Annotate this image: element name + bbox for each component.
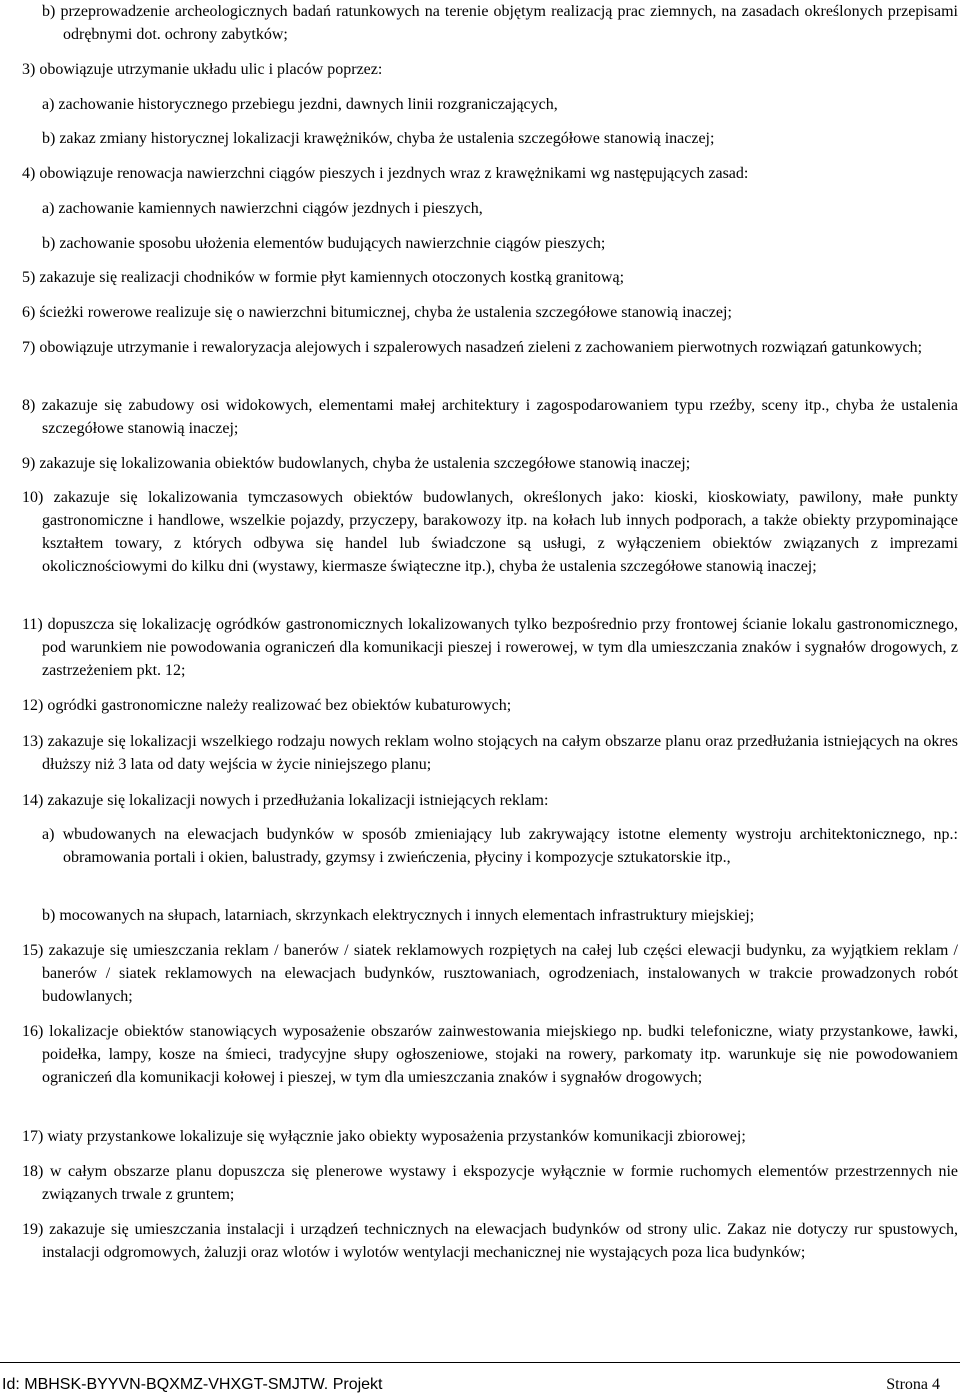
paragraph-6: 6) ścieżki rowerowe realizuje się o nawierzchni bitumicznej, chyba że ustalenia szczegółowe stanowią inaczej; [22,304,732,321]
paragraph-4: 4) obowiązuje renowacja nawierzchni ciągów pieszych i jezdnych wraz z krawężnikami wg następujących zasad: [22,165,749,182]
paragraph-4a: a) zachowanie kamiennych nawierzchni ciągów jezdnych i pieszych, [42,200,483,217]
paragraph-14: 14) zakazuje się lokalizacji nowych i przedłużania lokalizacji istniejących reklam: [22,792,549,809]
paragraph-14a: a) wbudowanych na elewacjach budynków w sposób zmieniający lub zakrywający istotne elementy wystroju architektonicznego, np.: obramowania portali i okien, balustrady, gzymsy i zwieńczenia, płyciny i kompozycje sztukatorskie itp., [42,826,958,866]
paragraph-16: 16) lokalizacje obiektów stanowiących wyposażenie obszarów zainwestowania miejskiego np. budki telefoniczne, wiaty przystankowe, ławki, poidełka, lampy, kosze na śmieci, tradycyjne słupy ogłoszeniowe, stojaki na rowery, parkomaty itp. warunkuje się nie powodowaniem ograniczeń dla komunikacji kołowej i pieszej, w tym dla umieszczania znaków i sygnałów drogowych; [22,1023,958,1086]
paragraph-19: 19) zakazuje się umieszczania instalacji i urządzeń technicznych na elewacjach budynków od strony ulic. Zakaz nie dotyczy rur spustowych, instalacji odgromowych, żaluzji oraz wlotów i wylotów wentylacji mechanicznej nie wystających poza lica budynków; [22,1221,958,1261]
paragraph-7: 7) obowiązuje utrzymanie i rewaloryzacja alejowych i szpalerowych nasadzeń zieleni z zachowaniem pierwotnych rozwiązań gatunkowych; [22,339,923,356]
page-footer [0,1362,960,1393]
paragraph-13: 13) zakazuje się lokalizacji wszelkiego rodzaju nowych reklam wolno stojących na całym obszarze planu oraz przedłużania istniejących na okres dłuższy niż 3 lata od daty wejścia w życie niniejszego planu; [22,733,958,773]
paragraph-18: 18) w całym obszarze planu dopuszcza się plenerowe wystawy i ekspozycje wyłącznie w formie ruchomych elementów przestrzennych nie związanych trwale z gruntem; [22,1163,958,1203]
page-number: Strona 4 [886,1376,940,1393]
paragraph-3a: a) zachowanie historycznego przebiegu jezdni, dawnych linii rozgraniczających, [42,96,558,113]
paragraph-b-archeology: b) przeprowadzenie archeologicznych badań ratunkowych na terenie objętym realizacją prac ziemnych, na zasadach określonych przepisami odrębnymi dot. ochrony zabytków; [42,3,958,43]
paragraph-9: 9) zakazuje się lokalizowania obiektów budowlanych, chyba że ustalenia szczegółowe stanowią inaczej; [22,455,691,472]
paragraph-5: 5) zakazuje się realizacji chodników w formie płyt kamiennych otoczonych kostką granitową; [22,269,625,286]
paragraph-3: 3) obowiązuje utrzymanie układu ulic i placów poprzez: [22,61,383,78]
paragraph-15: 15) zakazuje się umieszczania reklam / banerów / siatek reklamowych rozpiętych na całej lub części elewacji budynku, za wyjątkiem reklam / banerów / siatek reklamowych na elewacjach budynków, rusztowaniach, ogrodzeniach, instalowanych w trakcie prowadzonych robót budowlanych; [22,942,958,1005]
paragraph-8: 8) zakazuje się zabudowy osi widokowych, elementami małej architektury i zagospodarowaniem typu rzeźby, sceny itp., chyba że ustalenia szczegółowe stanowią inaczej; [22,397,958,437]
paragraph-4b: b) zachowanie sposobu ułożenia elementów budujących nawierzchnie ciągów pieszych; [42,235,606,252]
paragraph-10: 10) zakazuje się lokalizowania tymczasowych obiektów budowlanych, określonych jako: kioski, kioskowiaty, pawilony, małe punkty gastronomiczne i handlowe, wszelkie pojazdy, przyczepy, barakowozy itp. na kołach lub innych podporach, a także obiekty przypominające kształtem towary, z których odbywa się handel lub świadczone są usługi, z wyłączeniem obiektów związanych z imprezami okolicznościowymi do kilku dni (wystawy, kiermasze świąteczne itp.), chyba że ustalenia szczegółowe stanowią inaczej; [22,489,958,575]
paragraph-3b: b) zakaz zmiany historycznej lokalizacji krawężników, chyba że ustalenia szczegółowe stanowią inaczej; [42,130,715,147]
paragraph-14b: b) mocowanych na słupach, latarniach, skrzynkach elektrycznych i innych elementach infrastruktury miejskiej; [42,907,755,924]
paragraph-17: 17) wiaty przystankowe lokalizuje się wyłącznie jako obiekty wyposażenia przystanków komunikacji zbiorowej; [22,1128,746,1145]
paragraph-12: 12) ogródki gastronomiczne należy realizować bez obiektów kubaturowych; [22,697,512,714]
paragraph-11: 11) dopuszcza się lokalizację ogródków gastronomicznych lokalizowanych tylko bezpośrednio przy frontowej ścianie lokalu gastronomicznego, pod warunkiem nie powodowania ograniczeń dla komunikacji pieszej i rowerowej, w tym dla umieszczania znaków i sygnałów drogowych, z zastrzeżeniem pkt. 12; [22,616,958,679]
document-id: Id: MBHSK-BYYVN-BQXMZ-VHXGT-SMJTW. Projekt [2,1376,383,1393]
